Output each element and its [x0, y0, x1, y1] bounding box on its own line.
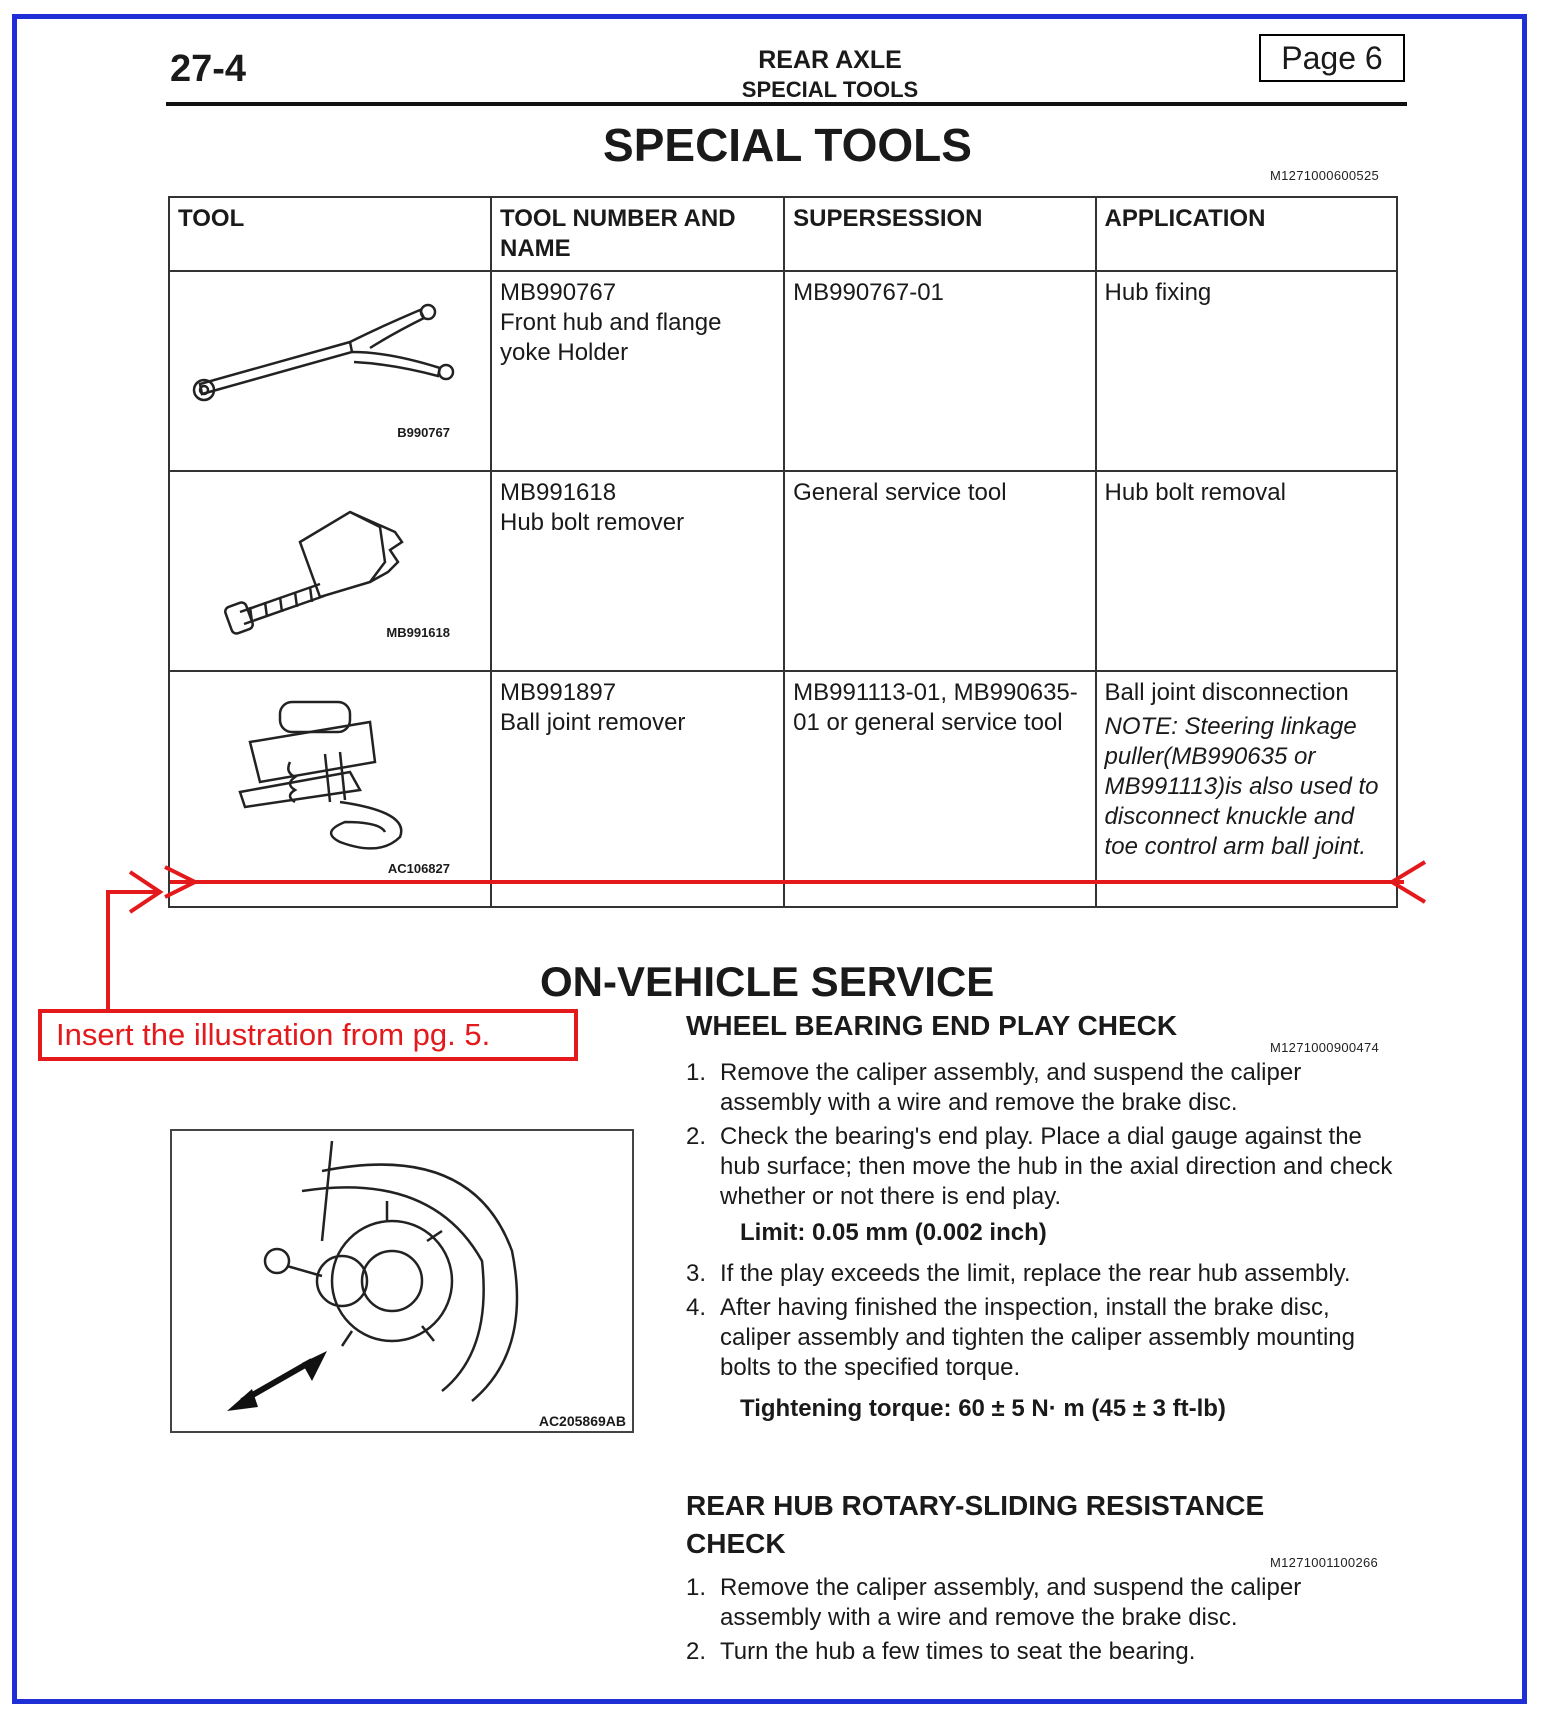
- column-header: SUPERSESSION: [784, 197, 1095, 271]
- tool-name: Hub bolt remover: [500, 509, 685, 536]
- header-section-title: REAR AXLE: [758, 46, 902, 74]
- step-text: Turn the hub a few times to seat the bearing.: [720, 1638, 1196, 1665]
- application-cell: Hub fixing: [1096, 271, 1397, 471]
- column-header: TOOL: [169, 197, 491, 271]
- wheel-hub-drawing: [172, 1131, 632, 1431]
- torque-spec: Tightening torque: 60 ± 5 N· m (45 ± 3 ft-lb): [740, 1395, 1226, 1422]
- resistance-title-line1: REAR HUB ROTARY-SLIDING RESISTANCE: [686, 1490, 1265, 1521]
- list-item: 1. Remove the caliper assembly, and suspend the caliper assembly with a wire and remove the brake disc.: [686, 1059, 1302, 1116]
- on-vehicle-service-title: ON-VEHICLE SERVICE: [540, 958, 995, 1005]
- end-play-steps-b: [686, 1259, 1406, 1387]
- step-text: Check the bearing's end play. Place a dial gauge against the hub surface; then move the hub in the axial direction and check whether or not there is end play.: [720, 1123, 1393, 1210]
- resistance-check-title: [686, 1487, 1264, 1563]
- end-play-check-ref: M1271000900474: [1270, 1040, 1380, 1055]
- step-text: Remove the caliper assembly, and suspend the caliper assembly with a wire and remove the brake disc.: [720, 1059, 1302, 1116]
- list-item: 3. If the play exceeds the limit, replace the rear hub assembly.: [686, 1260, 1351, 1287]
- end-play-steps-a: [686, 1058, 1406, 1216]
- tool-number: MB990767: [500, 279, 617, 306]
- figure-label: AC205869AB: [538, 1413, 626, 1429]
- resistance-steps: [686, 1573, 1406, 1671]
- tool-number: MB991618: [500, 479, 617, 506]
- supersession-cell: General service tool: [784, 471, 1095, 671]
- step-text: After having finished the inspection, install the brake disc, caliper assembly and tighten the caliper assembly mounting bolts to the specified torque.: [720, 1294, 1356, 1381]
- end-play-check-title: WHEEL BEARING END PLAY CHECK: [686, 1010, 1178, 1041]
- tool-image-label: B990767: [397, 425, 450, 440]
- column-header: TOOL NUMBER AND NAME: [491, 197, 784, 271]
- application-text: Ball joint disconnection: [1104, 679, 1349, 706]
- limit-spec: Limit: 0.05 mm (0.002 inch): [740, 1219, 1047, 1246]
- list-item: 2. Check the bearing's end play. Place a dial gauge against the hub surface; then move the hub in the axial direction and check whether or not there is end play.: [686, 1123, 1393, 1210]
- insert-illustration-callout: Insert the illustration from pg. 5.: [38, 1009, 578, 1061]
- column-header: APPLICATION: [1096, 197, 1397, 271]
- special-tools-title: SPECIAL TOOLS: [603, 119, 972, 171]
- page-label-box: Page 6: [1259, 34, 1405, 82]
- step-text: Remove the caliper assembly, and suspend the caliper assembly with a wire and remove the brake disc.: [720, 1574, 1302, 1631]
- special-tools-ref: M1271000600525: [1270, 168, 1380, 183]
- header-subsection-title: SPECIAL TOOLS: [741, 77, 919, 102]
- tool-name: Ball joint remover: [500, 709, 686, 736]
- supersession-cell: MB991113-01, MB990635-01 or general service tool: [784, 671, 1095, 907]
- list-item: 2. Turn the hub a few times to seat the bearing.: [686, 1638, 1196, 1665]
- application-cell: Hub bolt removal: [1096, 471, 1397, 671]
- tool-name: Front hub and flange yoke Holder: [500, 309, 722, 366]
- supersession-cell: MB990767-01: [784, 271, 1095, 471]
- step-text: If the play exceeds the limit, replace the rear hub assembly.: [720, 1260, 1351, 1287]
- tool-number: MB991897: [500, 679, 617, 706]
- wheel-hub-illustration: [170, 1129, 634, 1433]
- list-item: 1. Remove the caliper assembly, and suspend the caliper assembly with a wire and remove the brake disc.: [686, 1574, 1302, 1631]
- resistance-title-line2: CHECK: [686, 1528, 786, 1559]
- page-number: 27-4: [170, 48, 247, 90]
- list-item: 4. After having finished the inspection, install the brake disc, caliper assembly and tighten the caliper assembly mounting bolts to the specified torque.: [686, 1294, 1356, 1381]
- resistance-check-ref: M1271001100266: [1270, 1555, 1379, 1570]
- tool-image-label: MB991618: [386, 625, 450, 640]
- tool-image-label: AC106827: [387, 861, 450, 876]
- application-note: NOTE: Steering linkage puller(MB990635 or MB991113)is also used to disconnect knuckle and toe control arm ball joint.: [1104, 713, 1379, 860]
